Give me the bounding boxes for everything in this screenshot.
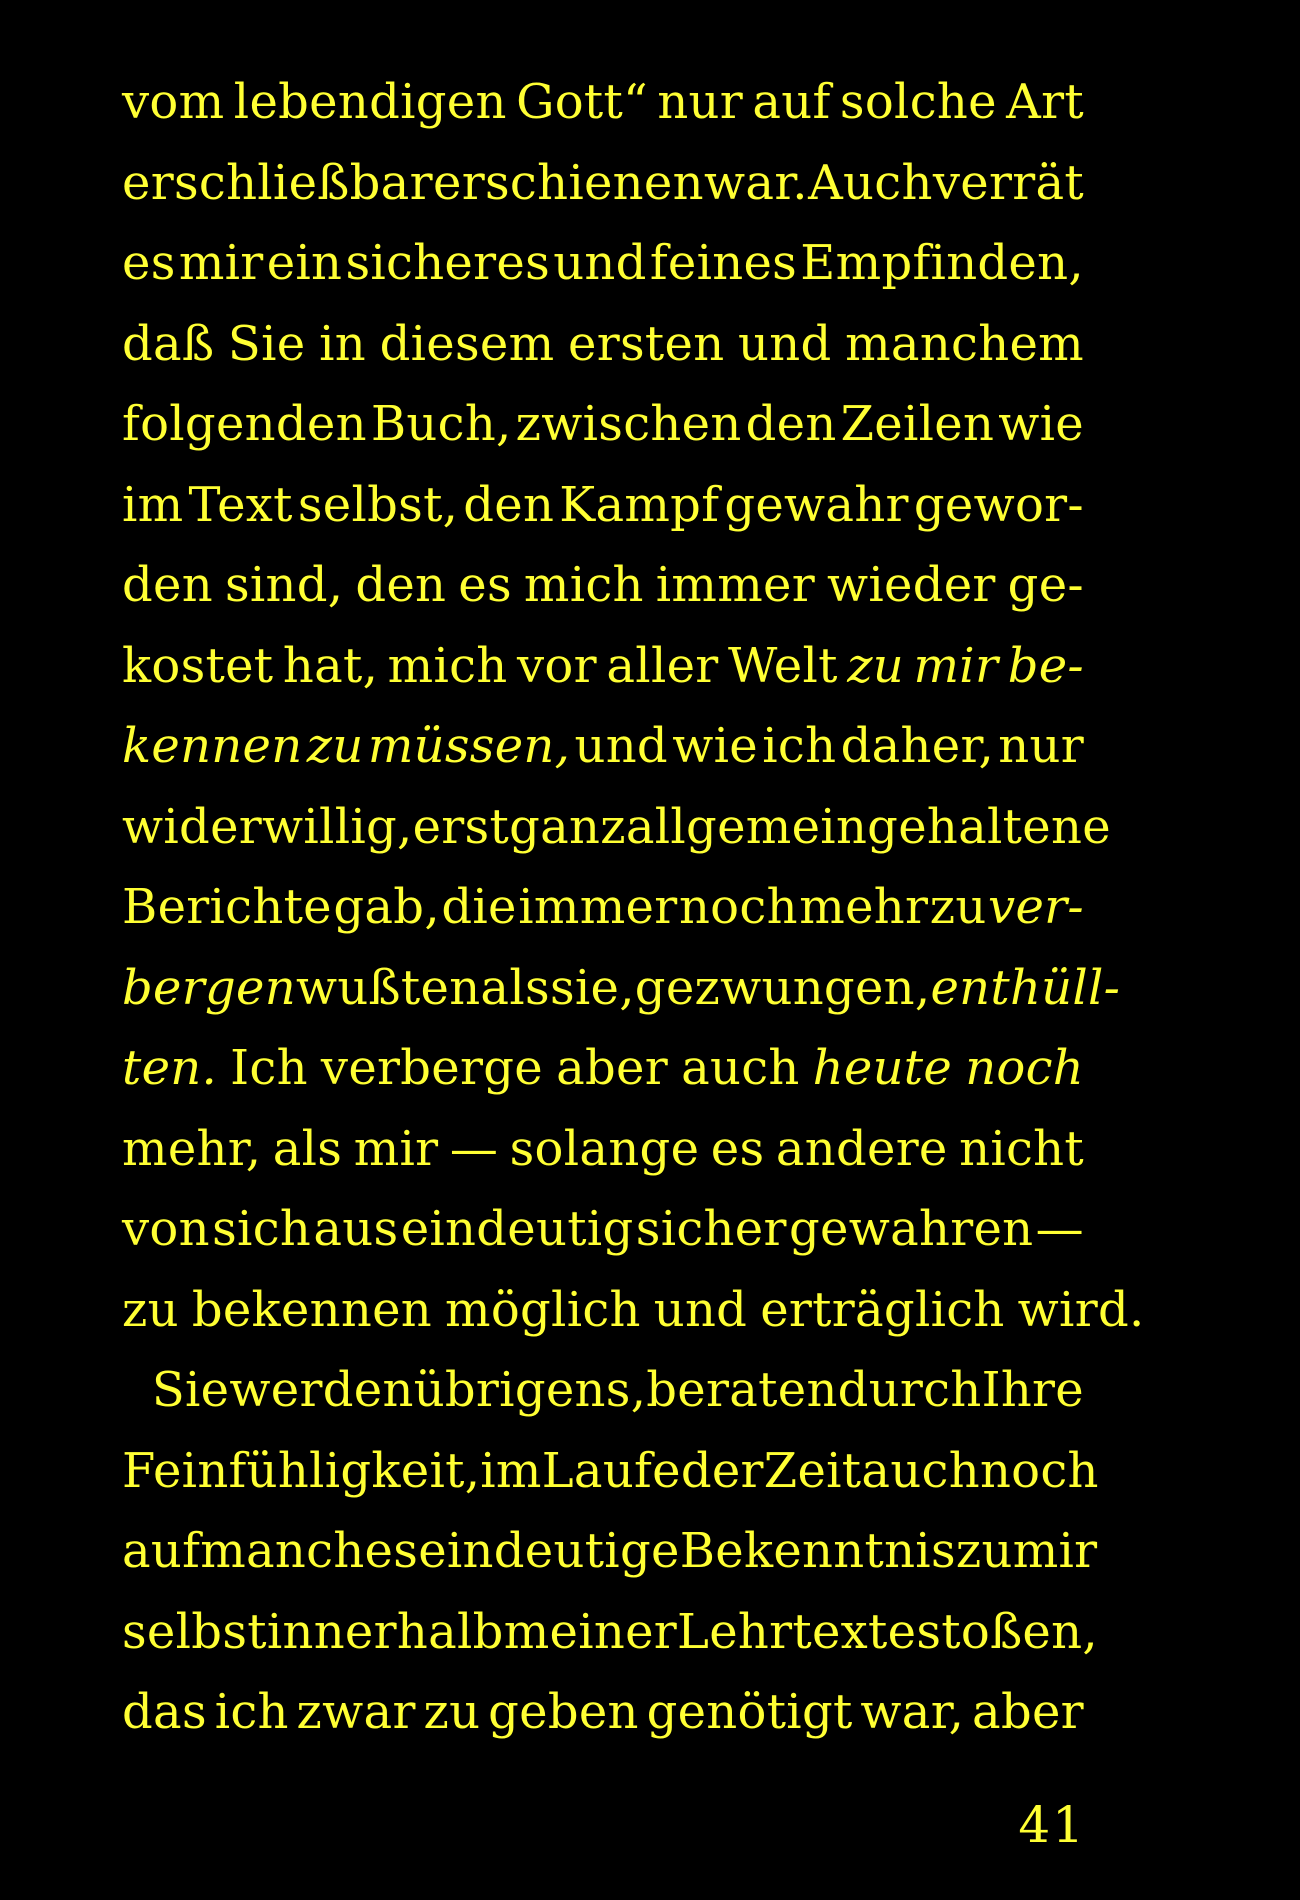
word: ich [214, 1684, 289, 1740]
word: und [738, 315, 832, 372]
word: Zeilen [840, 396, 995, 452]
word: und [553, 235, 647, 291]
word: auch [861, 1442, 980, 1499]
word: mehr [799, 879, 929, 935]
word: Bekenntnis [679, 1523, 956, 1579]
word: aber [972, 1684, 1084, 1740]
text-line [122, 787, 1111, 868]
word: auf [752, 74, 831, 130]
word: mir [1012, 1523, 1098, 1579]
word: bekennen [191, 1281, 432, 1338]
word: den [122, 557, 213, 613]
word: und [574, 718, 668, 774]
word: durch [837, 1362, 982, 1418]
word: Auch [808, 154, 933, 211]
word: sich [212, 1201, 312, 1257]
word: diesem [379, 315, 555, 372]
word: werden [229, 1362, 414, 1418]
word: sind, [224, 557, 344, 613]
word: feines [649, 235, 798, 291]
word: das [122, 1684, 207, 1740]
word: Ich [230, 1040, 308, 1096]
word: mich [523, 557, 644, 613]
italic-word: bergen [122, 959, 296, 1016]
word: immer [518, 879, 678, 935]
word: widerwillig, [122, 798, 413, 855]
word: wie [672, 718, 758, 774]
word: Sie [151, 1362, 230, 1418]
word: immer [655, 557, 815, 613]
word: lebendigen [233, 74, 507, 130]
italic-word: be- [1007, 637, 1084, 694]
word: auch [681, 1040, 800, 1096]
word: Zeit [763, 1442, 862, 1499]
word: beraten [646, 1362, 838, 1418]
text-line [122, 1189, 1084, 1270]
word: den [745, 396, 837, 452]
word: nur [998, 718, 1084, 774]
word: — [449, 1120, 499, 1177]
word: als [272, 1120, 343, 1177]
text-line [122, 948, 1121, 1029]
word: kostet [122, 637, 274, 694]
italic-word: enthüll- [930, 959, 1121, 1016]
word: manches [200, 1523, 419, 1579]
text-line [122, 1511, 1098, 1592]
word: Kampf [559, 476, 720, 533]
text-line [122, 62, 1084, 143]
word: — [1035, 1201, 1084, 1257]
text-line [122, 1672, 1084, 1753]
word: übrigens, [413, 1362, 647, 1418]
word: hat, [282, 637, 379, 694]
text-line [122, 706, 1084, 787]
word: den [463, 476, 555, 533]
word: gab, [333, 879, 440, 935]
word: daher, [840, 718, 995, 774]
word: mehr, [122, 1120, 262, 1177]
word: und [653, 1281, 748, 1338]
text-line [122, 545, 1084, 626]
word: aber [556, 1040, 668, 1096]
word: eindeutig [400, 1201, 634, 1257]
word: verrät [932, 154, 1084, 211]
word: Art [1006, 74, 1084, 130]
word: eindeutige [418, 1523, 680, 1579]
word: gewor- [913, 476, 1084, 533]
word: gehaltene [867, 798, 1111, 855]
text-line [122, 465, 1084, 546]
word: wußten [295, 959, 481, 1016]
text-line [122, 384, 1084, 465]
word: zu [955, 1523, 1013, 1579]
word: Welt [728, 637, 838, 694]
page-number: 41 [1018, 1796, 1086, 1854]
word: erschließbar [122, 154, 433, 211]
word: möglich [445, 1281, 641, 1338]
word: von [122, 1201, 210, 1257]
text-line [122, 1431, 1099, 1512]
word: noch [979, 1442, 1099, 1499]
text-line [122, 1109, 1084, 1190]
word: als [480, 959, 550, 1016]
word: ein [266, 235, 343, 291]
italic-word: kennen [122, 718, 303, 774]
word: gewahren [788, 1201, 1034, 1257]
italic-word: heute [812, 1040, 953, 1096]
word: mich [387, 637, 508, 694]
text-line [122, 1270, 1145, 1351]
word: Text [188, 476, 293, 533]
text-line [122, 143, 1084, 224]
word: war. [704, 154, 808, 211]
word: es [710, 1120, 765, 1177]
word: ganz [509, 798, 626, 855]
word: ersten [568, 315, 725, 372]
body-text [122, 62, 1145, 1753]
italic-word: zu [306, 718, 364, 774]
word: mir [353, 1120, 439, 1177]
word: erträglich [760, 1281, 1005, 1338]
word: nicht [959, 1120, 1084, 1177]
word: gewahr [724, 476, 909, 533]
text-line [122, 223, 1084, 304]
text-line [122, 867, 1084, 948]
word: im [480, 1442, 542, 1499]
word: Feinfühligkeit, [122, 1442, 481, 1499]
text-line [122, 1350, 1084, 1431]
word: allgemein [625, 798, 868, 855]
word: zu [929, 879, 987, 935]
word: verberge [320, 1040, 543, 1096]
word: zwischen [515, 396, 742, 452]
word: vor [517, 637, 597, 694]
word: selbst, [297, 476, 459, 533]
word: geben [488, 1684, 639, 1740]
word: nur [657, 74, 743, 130]
word: Ihre [981, 1362, 1084, 1418]
word: ge- [1007, 557, 1084, 613]
word: Laufe [541, 1442, 681, 1499]
word: zwar [296, 1684, 416, 1740]
word: meiner [503, 1603, 678, 1660]
word: selbst [122, 1603, 267, 1660]
text-line [122, 1592, 1098, 1673]
word: vom [122, 74, 225, 130]
word: erst [412, 798, 510, 855]
text-line [122, 304, 1084, 385]
word: innerhalb [266, 1603, 504, 1660]
word: sicher [635, 1201, 787, 1257]
word: noch [678, 879, 798, 935]
word: im [122, 476, 184, 533]
word: der [680, 1442, 764, 1499]
word: Lehrtexte [677, 1603, 917, 1660]
italic-word: noch [965, 1040, 1084, 1096]
text-line [122, 1028, 1084, 1109]
italic-word: mir [913, 637, 999, 694]
italic-word: ten. [122, 1040, 218, 1096]
word: Buch, [370, 396, 512, 452]
word: gezwungen, [634, 959, 931, 1016]
word: andere [775, 1120, 948, 1177]
word: zu [122, 1281, 179, 1338]
word: manchem [845, 315, 1084, 372]
word: Sie [227, 315, 306, 372]
word: solche [839, 74, 997, 130]
word: genötigt [646, 1684, 853, 1740]
word: wird. [1017, 1281, 1145, 1338]
word: war, [860, 1684, 965, 1740]
word: den [355, 557, 447, 613]
word: wie [998, 396, 1084, 452]
word: daß [122, 315, 215, 372]
word: erschienen [433, 154, 704, 211]
word: solange [509, 1120, 700, 1177]
word: stoßen, [916, 1603, 1098, 1660]
word: sie, [549, 959, 635, 1016]
word: die [441, 879, 517, 935]
word: es [458, 557, 512, 613]
italic-word: müssen, [367, 718, 571, 774]
word: aus [313, 1201, 399, 1257]
text-line [122, 626, 1084, 707]
italic-word: ver- [988, 879, 1084, 935]
word: folgenden [122, 396, 367, 452]
word: ich [762, 718, 837, 774]
word: zu [423, 1684, 481, 1740]
word: mir [178, 235, 264, 291]
word: in [319, 315, 366, 372]
word: sicheres [345, 235, 551, 291]
word: aller [606, 637, 719, 694]
word: Empfinden, [800, 235, 1084, 291]
word: Berichte [122, 879, 332, 935]
italic-word: zu [847, 637, 904, 694]
word: wieder [826, 557, 996, 613]
word: Gott“ [516, 74, 648, 130]
word: auf [122, 1523, 201, 1579]
word: es [122, 235, 176, 291]
